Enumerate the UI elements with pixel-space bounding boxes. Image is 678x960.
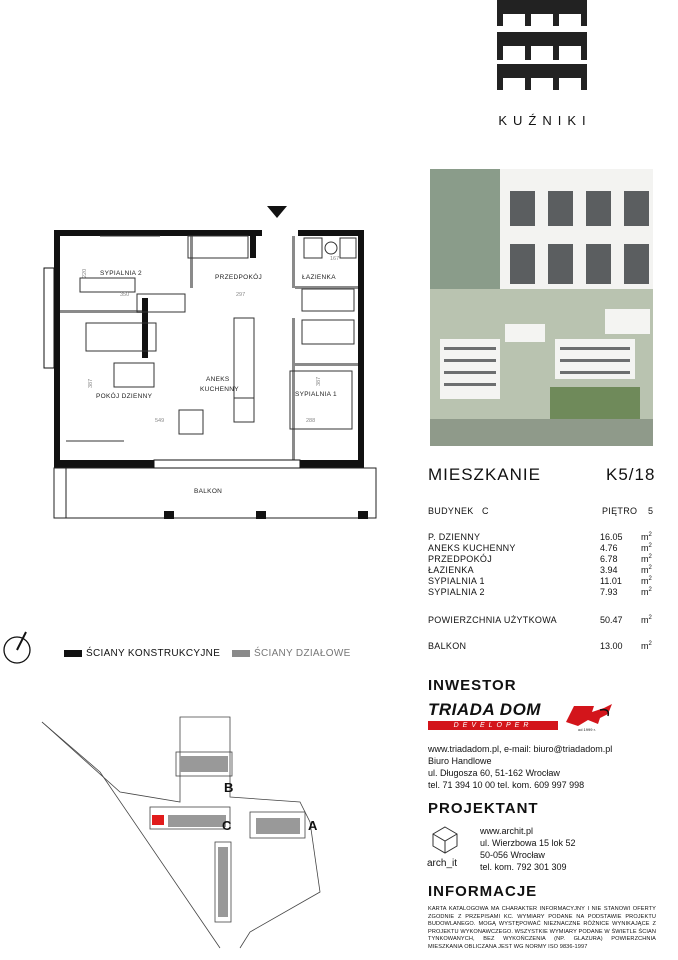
info-disclaimer: KARTA KATALOGOWA MA CHARAKTER INFORMACYJNY I NIE STANOWI OFERTY ZGODNIE Z PRZEPISAMI KC. WYMIARY PODANE NA PODSTAWIE PROJEKTU BUDOWLANEGO. MOGĄ WYSTĘPOWAĆ NIEZNACZNE RÓŻNICE WYNIKAJĄCE Z PROJEKTU WYKONAWCZEGO. WSZYSTKIE WYMIARY PODANE W ŚWIETLE ŚCIAN TYNKOWANYCH, BEZ WYKOŃCZENIA (NP. GLAZURA) POWIERZCHNIA MIESZKANIA OBLICZANA JEST WG NORMY ISO 9836-1997 (428, 906, 656, 950)
dim-297: 297 (236, 292, 246, 298)
designer-contact (480, 825, 576, 873)
legend-partition-label: ŚCIANY DZIAŁOWE (254, 648, 351, 659)
room-area-name: ANEKS KUCHENNY (428, 543, 516, 553)
room-area-name: SYPIALNIA 2 (428, 587, 485, 597)
triada-dom-logo (428, 700, 620, 732)
designer-contact-line: 50-056 Wrocław (480, 850, 545, 860)
balcony-area-unit: $m^2$ (641, 641, 652, 651)
room-area-unit: $m^2$ (641, 565, 652, 575)
room-label-balkon: BALKON (194, 488, 223, 495)
room-area-value: 16.05 (600, 532, 623, 542)
room-label-przedpokoj: PRZEDPOKÓJ (215, 274, 263, 281)
site-plan-label-a: A (308, 818, 318, 833)
dim-387-right: 387 (316, 376, 322, 386)
room-area-row (428, 587, 658, 598)
site-plan-current-unit (152, 815, 164, 825)
total-area-label: POWIERZCHNIA UŻYTKOWA (428, 615, 557, 625)
investor-heading: INWESTOR (428, 677, 517, 694)
compass-icon (2, 630, 32, 670)
site-plan-label-c: C (222, 818, 232, 833)
room-area-unit: $m^2$ (641, 587, 652, 597)
info-heading: INFORMACJE (428, 883, 538, 900)
room-area-value: 4.76 (600, 543, 618, 553)
room-area-row (428, 543, 658, 554)
total-area-value: 50.47 (600, 615, 623, 625)
room-label-pokoj-dzienny: POKÓJ DZIENNY (96, 393, 153, 400)
dim-288: 288 (306, 418, 316, 424)
room-area-unit: $m^2$ (641, 532, 652, 542)
investor-contact-line: tel. 71 394 10 00 tel. kom. 609 997 998 (428, 780, 585, 790)
dim-350: 350 (120, 292, 130, 298)
room-area-row (428, 554, 658, 565)
designer-contact-line: www.archit.pl (480, 826, 534, 836)
room-area-name: PRZEDPOKÓJ (428, 554, 493, 564)
room-area-row (428, 576, 658, 587)
floor-label: PIĘTRO (602, 506, 638, 516)
triada-logo-text: TRIADA DOM (428, 700, 541, 719)
brand-name: KUŹNIKI (498, 113, 592, 128)
floor-value: 5 (648, 506, 654, 516)
arch-it-logo-text: arch_it (427, 858, 458, 869)
site-plan-label-b: B (224, 780, 234, 795)
arch-it-cube-icon (432, 826, 458, 854)
room-label-lazienka: ŁAZIENKA (302, 274, 336, 281)
designer-heading: PROJEKTANT (428, 800, 539, 817)
legend-partition (232, 648, 372, 660)
building-value: C (482, 506, 489, 516)
legend-structural-label: ŚCIANY KONSTRUKCYJNE (86, 648, 221, 659)
legend-structural-swatch (64, 650, 82, 657)
room-area-value: 11.01 (600, 576, 622, 586)
floor-plan (40, 198, 390, 528)
room-area-unit: $m^2$ (641, 543, 652, 553)
designer-contact-line: ul. Wierzbowa 15 lok 52 (480, 838, 576, 848)
balcony-area-value: 13.00 (600, 641, 623, 651)
building-label: BUDYNEK (428, 506, 474, 516)
triada-logo-sub: DEVELOPER (428, 721, 558, 730)
room-label-sypialnia-2: SYPIALNIA 2 (100, 270, 142, 277)
site-plan (40, 712, 340, 952)
investor-contact-line: www.triadadom.pl, e-mail: biuro@triadadom.pl (428, 744, 613, 754)
total-area-unit: $m^2$ (641, 615, 652, 625)
dim-167: 167 (330, 256, 340, 262)
room-area-name: SYPIALNIA 1 (428, 576, 485, 586)
room-area-row (428, 532, 658, 543)
investor-contact-line: Biuro Handlowe (428, 756, 492, 766)
room-label-aneks-1: ANEKS (206, 376, 230, 383)
building-render-image (430, 169, 653, 446)
apartment-code: K5/18 (606, 465, 656, 484)
room-area-name: P. DZIENNY (428, 532, 481, 542)
room-area-value: 3.94 (600, 565, 618, 575)
room-label-aneks-2: KUCHENNY (200, 386, 239, 393)
triada-logo-since: od 1999 r. (578, 727, 596, 732)
bull-icon (564, 702, 616, 728)
apartment-title: MIESZKANIE (428, 465, 541, 484)
room-area-name: ŁAZIENKA (428, 565, 474, 575)
dim-220: 220 (82, 268, 88, 278)
kuzniki-logo (497, 0, 587, 90)
room-area-unit: $m^2$ (641, 554, 652, 564)
investor-contact (428, 743, 612, 791)
dim-387-left: 387 (88, 378, 94, 388)
legend-partition-swatch (232, 650, 250, 657)
room-area-row (428, 565, 658, 576)
room-area-value: 7.93 (600, 587, 618, 597)
room-area-unit: $m^2$ (641, 576, 652, 586)
designer-contact-line: tel. kom. 792 301 309 (480, 862, 567, 872)
room-area-list (428, 532, 658, 598)
room-label-sypialnia-1: SYPIALNIA 1 (295, 391, 337, 398)
room-area-value: 6.78 (600, 554, 618, 564)
dim-549: 549 (155, 418, 165, 424)
balcony-area-label: BALKON (428, 641, 467, 651)
investor-contact-line: ul. Długosza 60, 51-162 Wrocław (428, 768, 560, 778)
